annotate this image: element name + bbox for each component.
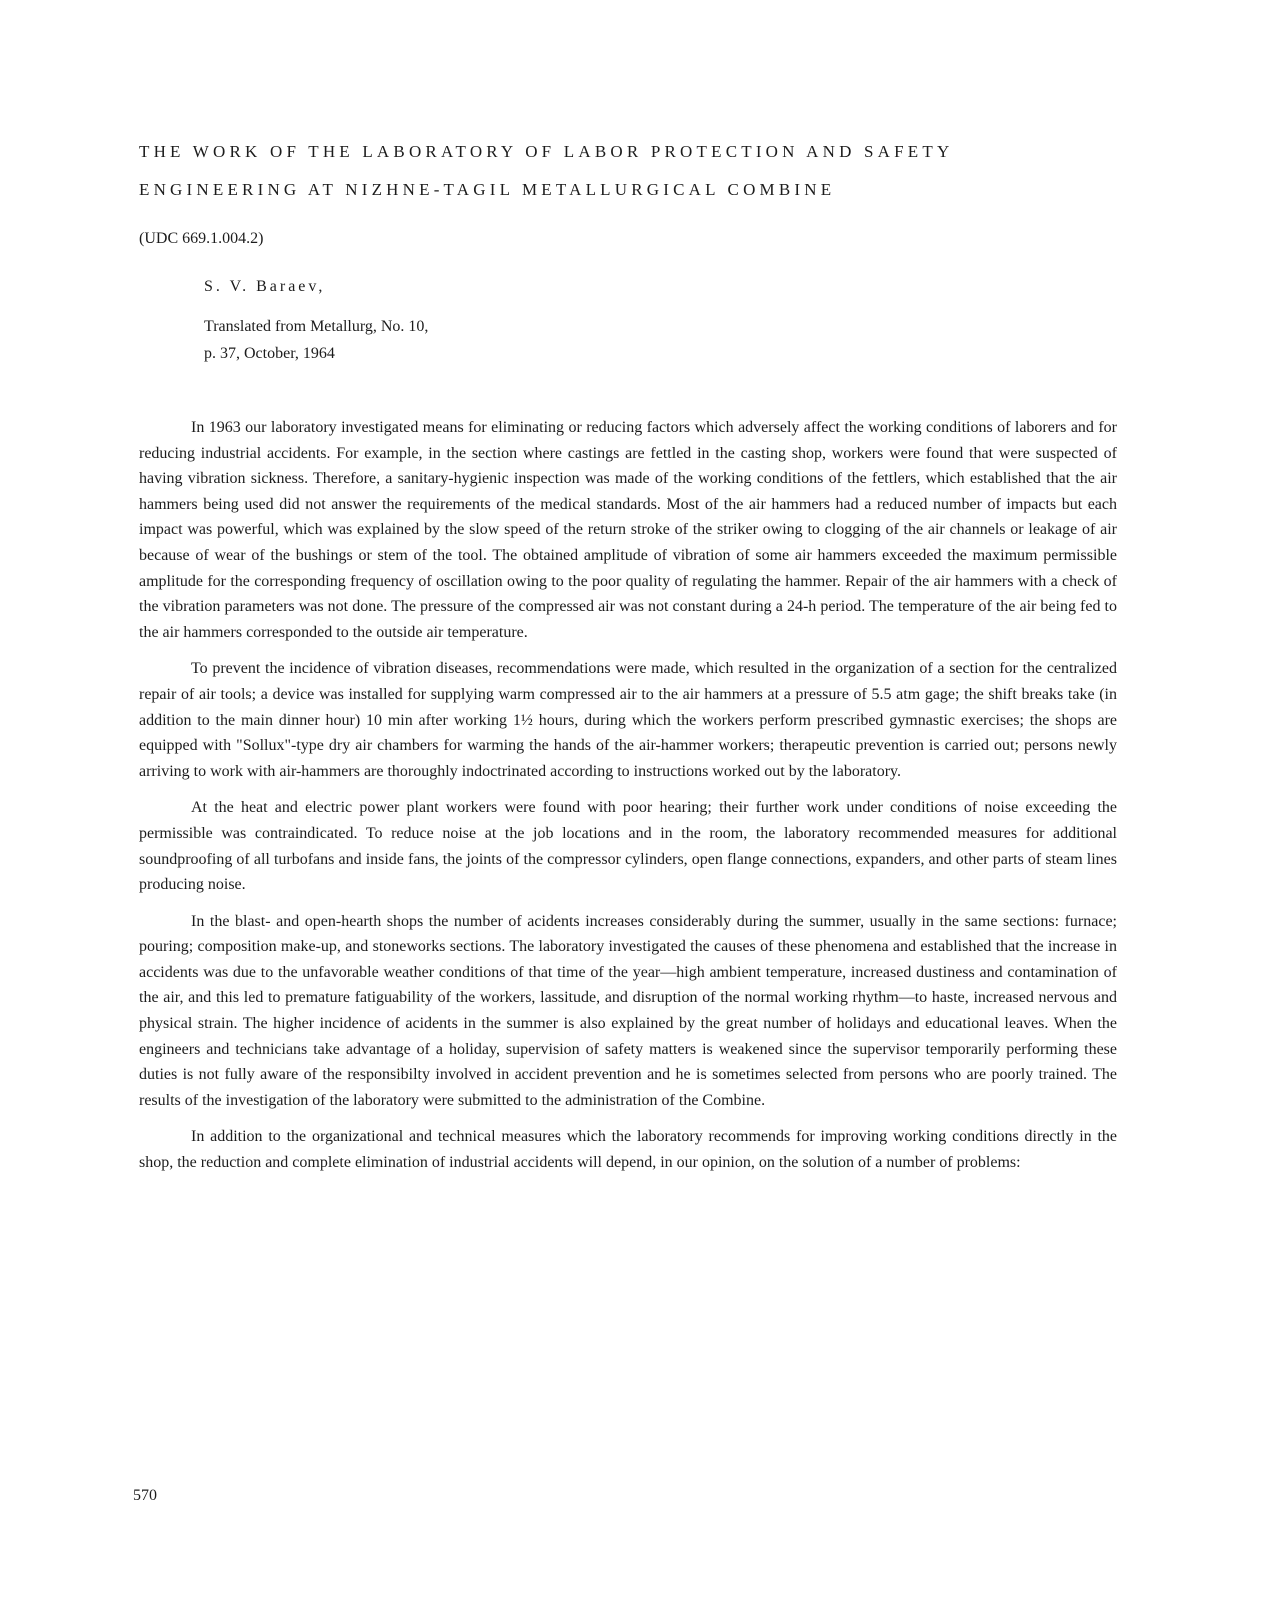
page-number: 570: [133, 1487, 157, 1504]
translation-source-line-1: Translated from Metallurg, No. 10,: [204, 318, 429, 335]
udc-code: (UDC 669.1.004.2): [139, 230, 264, 247]
paragraph-2: To prevent the incidence of vibration diseases, recommendations were made, which resulted in the organization of a section for the centralized repair of air tools; a device was installed for supplying warm compressed air to the air hammers at a pressure of 5.5 atm gage; the shift breaks take (in addition to the main dinner hour) 10 min after working 1½ hours, during which the workers perform prescribed gymnastic exercises; the shops are equipped with "Sollux"-type dry air chambers for warming the hands of the air-hammer workers; therapeutic prevention is carried out; persons newly arriving to work with air-hammers are thoroughly indoctrinated according to instructions worked out by the laboratory.: [139, 660, 1117, 780]
author-name: S. V. Baraev,: [204, 278, 326, 295]
article-title-line-2: ENGINEERING AT NIZHNE-TAGIL METALLURGICAL COMBINE: [139, 180, 836, 199]
paragraph-4: In the blast- and open-hearth shops the number of acidents increases considerably during the summer, usually in the same sections: furnace; pouring; composition make-up, and stoneworks sections. The laboratory investigated the causes of these phenomena and established that the increase in accidents was due to the unfavorable weather conditions of that time of the year—high ambient temperature, increased dustiness and contamination of the air, and this led to premature fatiguability of the workers, lassitude, and disruption of the normal working rhythm—to haste, increased nervous and physical strain. The higher incidence of acidents in the summer is also explained by the great number of holidays and educational leaves. When the engineers and technicians take advantage of a holiday, supervision of safety matters is weakened since the supervisor temporarily performing these duties is not fully aware of the responsibilty involved in accident prevention and he is sometimes selected from persons who are poorly trained. The results of the investigation of the laboratory were submitted to the administration of the Combine.: [139, 912, 1117, 1109]
paragraph-1: In 1963 our laboratory investigated means for eliminating or reducing factors which adversely affect the working conditions of laborers and for reducing industrial accidents. For example, in the section where castings are fettled in the casting shop, workers were found that were suspected of having vibration sickness. Therefore, a sanitary-hygienic inspection was made of the working conditions of the fettlers, which established that the air hammers being used did not answer the requirements of the medical standards. Most of the air hammers had a reduced number of impacts but each impact was powerful, which was explained by the slow speed of the return stroke of the striker owing to clogging of the air channels or leakage of air because of wear of the bushings or stem of the tool. The obtained amplitude of vibration of some air hammers exceeded the maximum permissible amplitude for the corresponding frequency of oscillation owing to the poor quality of regulating the hammer. Repair of the air hammers with a check of the vibration parameters was not done. The pressure of the compressed air was not constant during a 24-h period. The temperature of the air being fed to the air hammers corresponded to the outside air temperature.: [139, 419, 1117, 641]
article-title-line-1: THE WORK OF THE LABORATORY OF LABOR PROTECTION AND SAFETY: [139, 142, 954, 161]
article-body: [139, 415, 1117, 1187]
paragraph-5: In addition to the organizational and technical measures which the laboratory recommends for improving working conditions directly in the shop, the reduction and complete elimination of industrial accidents will depend, in our opinion, on the solution of a number of problems:: [139, 1128, 1117, 1172]
paragraph-3: At the heat and electric power plant workers were found with poor hearing; their further work under conditions of noise exceeding the permissible was contraindicated. To reduce noise at the job locations and in the room, the laboratory recommended measures for additional soundproofing of all turbofans and inside fans, the joints of the compressor cylinders, open flange connections, expanders, and other parts of steam lines producing noise.: [139, 799, 1117, 894]
translation-source-line-2: p. 37, October, 1964: [204, 345, 335, 362]
